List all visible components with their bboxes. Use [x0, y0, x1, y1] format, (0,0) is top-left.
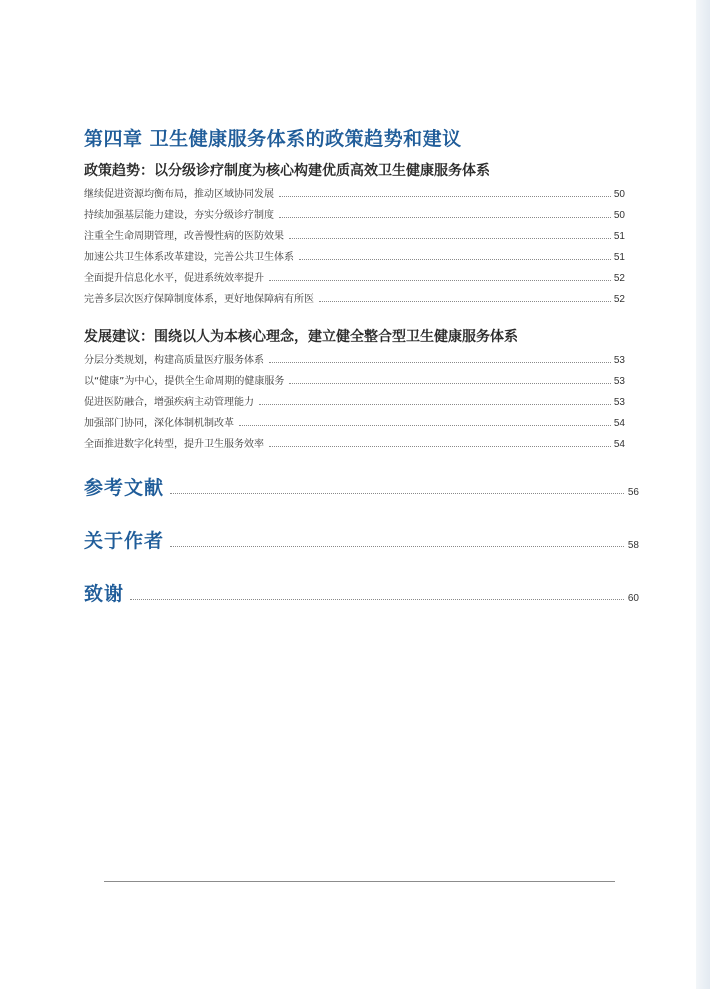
toc-entry-page: 53 — [613, 397, 625, 408]
toc-entry-page: 54 — [613, 418, 625, 429]
dot-leader — [170, 493, 624, 494]
toc-entry-page: 54 — [613, 439, 625, 450]
page-edge-shadow — [696, 0, 710, 989]
section-title-recommendations: 发展建议：围绕以人为本核心理念，建立健全整合型卫生健康服务体系 — [84, 329, 518, 345]
toc-entry-label: 促进医防融合，增强疾病主动管理能力 — [84, 397, 254, 408]
toc-entry-label: 全面推进数字化转型，提升卫生服务效率 — [84, 439, 264, 450]
dot-leader — [279, 217, 611, 218]
toc-entry-label: 继续促进资源均衡布局，推动区域协同发展 — [84, 189, 274, 200]
toc-entry-label: 加速公共卫生体系改革建设，完善公共卫生体系 — [84, 252, 294, 263]
toc-entry-label: 全面提升信息化水平，促进系统效率提升 — [84, 273, 264, 284]
toc-entry-page: 60 — [627, 593, 639, 604]
toc-entry[interactable] — [84, 268, 625, 284]
toc-entry-page: 52 — [613, 294, 625, 305]
toc-entry[interactable] — [84, 226, 625, 242]
footer-rule — [104, 881, 615, 882]
toc-entry-page: 56 — [627, 487, 639, 498]
toc-entry[interactable] — [84, 371, 625, 387]
toc-entry-page: 51 — [613, 252, 625, 263]
toc-entry-acknowledgements[interactable] — [84, 580, 639, 606]
toc-entry-page: 52 — [613, 273, 625, 284]
toc-entry-label: 关于作者 — [84, 530, 165, 552]
toc-entry-label: 分层分类规划，构建高质量医疗服务体系 — [84, 355, 264, 366]
toc-entry-page: 53 — [613, 355, 625, 366]
dot-leader — [130, 599, 624, 600]
dot-leader — [239, 425, 611, 426]
dot-leader — [259, 404, 611, 405]
toc-entry-page: 51 — [613, 231, 625, 242]
toc-entry[interactable] — [84, 392, 625, 408]
toc-entry-label: 加强部门协同，深化体制机制改革 — [84, 418, 234, 429]
dot-leader — [269, 362, 611, 363]
toc-entry-label: 完善多层次医疗保障制度体系，更好地保障病有所医 — [84, 294, 314, 305]
toc-entry[interactable] — [84, 434, 625, 450]
dot-leader — [289, 238, 611, 239]
toc-entry-label: 持续加强基层能力建设，夯实分级诊疗制度 — [84, 210, 274, 221]
toc-entry-about-authors[interactable] — [84, 527, 639, 553]
toc-entry-label: 以“健康”为中心，提供全生命周期的健康服务 — [84, 376, 285, 387]
toc-entry-label: 致谢 — [84, 583, 125, 605]
toc-entry[interactable] — [84, 289, 625, 305]
dot-leader — [279, 196, 611, 197]
dot-leader — [289, 383, 611, 384]
toc-entry[interactable] — [84, 205, 625, 221]
toc-entry-page: 50 — [613, 210, 625, 221]
section-title-policy-trends: 政策趋势：以分级诊疗制度为核心构建优质高效卫生健康服务体系 — [84, 163, 490, 179]
toc-entry-label: 注重全生命周期管理，改善慢性病的医防效果 — [84, 231, 284, 242]
toc-entry-page: 53 — [613, 376, 625, 387]
toc-entry-label: 参考文献 — [84, 477, 165, 499]
dot-leader — [299, 259, 611, 260]
dot-leader — [269, 280, 611, 281]
dot-leader — [170, 546, 624, 547]
toc-entry[interactable] — [84, 413, 625, 429]
chapter-title: 第四章 卫生健康服务体系的政策趋势和建议 — [84, 128, 462, 150]
dot-leader — [319, 301, 611, 302]
toc-entry[interactable] — [84, 184, 625, 200]
toc-entry-references[interactable] — [84, 474, 639, 500]
dot-leader — [269, 446, 611, 447]
toc-entry-page: 50 — [613, 189, 625, 200]
toc-entry-page: 58 — [627, 540, 639, 551]
toc-entry[interactable] — [84, 247, 625, 263]
toc-entry[interactable] — [84, 350, 625, 366]
